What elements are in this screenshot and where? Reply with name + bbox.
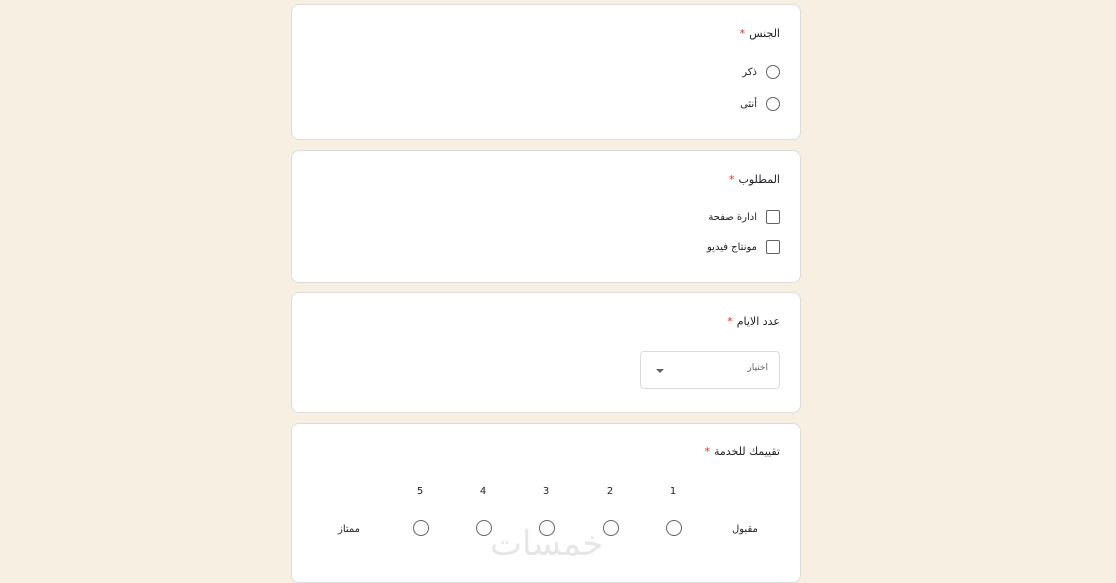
rating-question-title — [704, 445, 780, 458]
days-dropdown[interactable] — [640, 351, 780, 389]
rating-radio-5[interactable] — [413, 520, 429, 536]
days-question-title — [727, 315, 780, 328]
rating-number: 4 — [479, 486, 487, 497]
rating-question-card — [291, 423, 801, 583]
service-option-video-editing[interactable] — [707, 240, 780, 254]
checkbox[interactable] — [766, 210, 780, 224]
rating-radio-2[interactable] — [603, 520, 619, 536]
gender-question-title — [740, 27, 780, 40]
option-label: ذكر — [742, 66, 757, 78]
option-label: مونتاج فيديو — [707, 241, 757, 253]
rating-low-label: مقبول — [732, 524, 758, 535]
required-asterisk: * — [739, 27, 746, 40]
radio-button[interactable] — [766, 65, 780, 79]
caret-down-icon — [656, 369, 664, 373]
required-asterisk: * — [729, 173, 735, 186]
dropdown-placeholder: اختيار — [747, 363, 768, 373]
service-question-title — [729, 173, 780, 186]
service-option-page-management[interactable] — [708, 210, 780, 224]
days-question-card — [291, 292, 801, 413]
required-asterisk: * — [727, 315, 733, 328]
rating-radio-1[interactable] — [666, 520, 682, 536]
option-label: أنثى — [740, 98, 757, 110]
rating-radio-3[interactable] — [539, 520, 555, 536]
rating-title-text: تقييمك للخدمة — [713, 445, 780, 458]
service-question-card — [291, 150, 801, 283]
radio-button[interactable] — [766, 97, 780, 111]
rating-number: 5 — [416, 486, 424, 497]
rating-number: 2 — [606, 486, 614, 497]
rating-radio-4[interactable] — [476, 520, 492, 536]
rating-number: 1 — [669, 486, 677, 497]
option-label: ادارة صفحة — [708, 211, 757, 223]
gender-option-male[interactable] — [742, 65, 780, 79]
rating-number: 3 — [542, 486, 550, 497]
rating-high-label: ممتاز — [338, 524, 361, 535]
watermark-logo: خمسات — [490, 524, 604, 564]
checkbox[interactable] — [766, 240, 780, 254]
service-title-text: المطلوب — [738, 173, 780, 186]
gender-option-female[interactable] — [740, 97, 780, 111]
days-title-text: عدد الايام — [736, 315, 780, 328]
gender-title-text: الجنس — [749, 27, 780, 40]
required-asterisk: * — [704, 445, 710, 458]
gender-question-card — [291, 4, 801, 140]
